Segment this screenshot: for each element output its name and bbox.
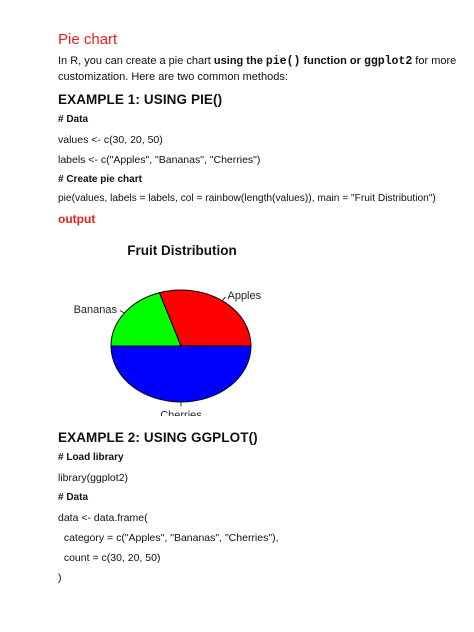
intro-code-ggplot2: ggplot2 xyxy=(363,55,413,68)
page-title: Pie chart xyxy=(58,31,118,48)
pie-label-tick-apples xyxy=(222,297,225,301)
example2-count-line: count = c(30, 20, 50) xyxy=(58,552,161,564)
example2-heading: EXAMPLE 2: USING GGPLOT() xyxy=(58,430,258,445)
example1-data-comment: # Data xyxy=(58,114,89,125)
intro-text: In R, you can create a pie chart xyxy=(58,55,214,67)
pie-chart-svg xyxy=(60,236,300,416)
example1-values-line: values <- c(30, 20, 50) xyxy=(58,134,163,146)
pie-label-apples: Apples xyxy=(227,289,262,302)
example1-heading: EXAMPLE 1: USING PIE() xyxy=(58,92,223,107)
example2-library-line: library(ggplot2) xyxy=(58,472,129,484)
intro-line-2: customization. Here are two common methods: xyxy=(58,71,288,83)
example2-category-line: category = c("Apples", "Bananas", "Cherries"), xyxy=(58,532,279,544)
intro-line-1 xyxy=(58,54,456,69)
intro-bold-text-2: function or xyxy=(300,55,364,67)
pie-chart xyxy=(60,236,300,416)
example1-pie-line: pie(values, labels = labels, col = rainbow(length(values)), main = "Fruit Distribution") xyxy=(58,193,436,204)
intro-text-end: for more xyxy=(412,55,457,67)
pie-slice-cherries xyxy=(111,346,251,402)
intro-code-pie: pie() xyxy=(265,55,301,68)
pie-label-bananas: Bananas xyxy=(73,303,118,316)
pie-label-cherries: Cherries xyxy=(160,409,202,416)
example1-labels-line: labels <- c("Apples", "Bananas", "Cherries") xyxy=(58,154,261,166)
example2-load-comment: # Load library xyxy=(58,452,124,463)
example2-data-comment: # Data xyxy=(58,492,89,503)
example1-create-comment: # Create pie chart xyxy=(58,174,142,185)
example2-close-line: ) xyxy=(58,572,62,584)
output-label: output xyxy=(58,212,96,226)
example2-frame-line: data <- data.frame( xyxy=(58,512,148,524)
intro-bold-text: using the xyxy=(213,55,266,67)
chart-title: Fruit Distribution xyxy=(127,243,237,258)
pie-label-tick-bananas xyxy=(120,310,125,313)
